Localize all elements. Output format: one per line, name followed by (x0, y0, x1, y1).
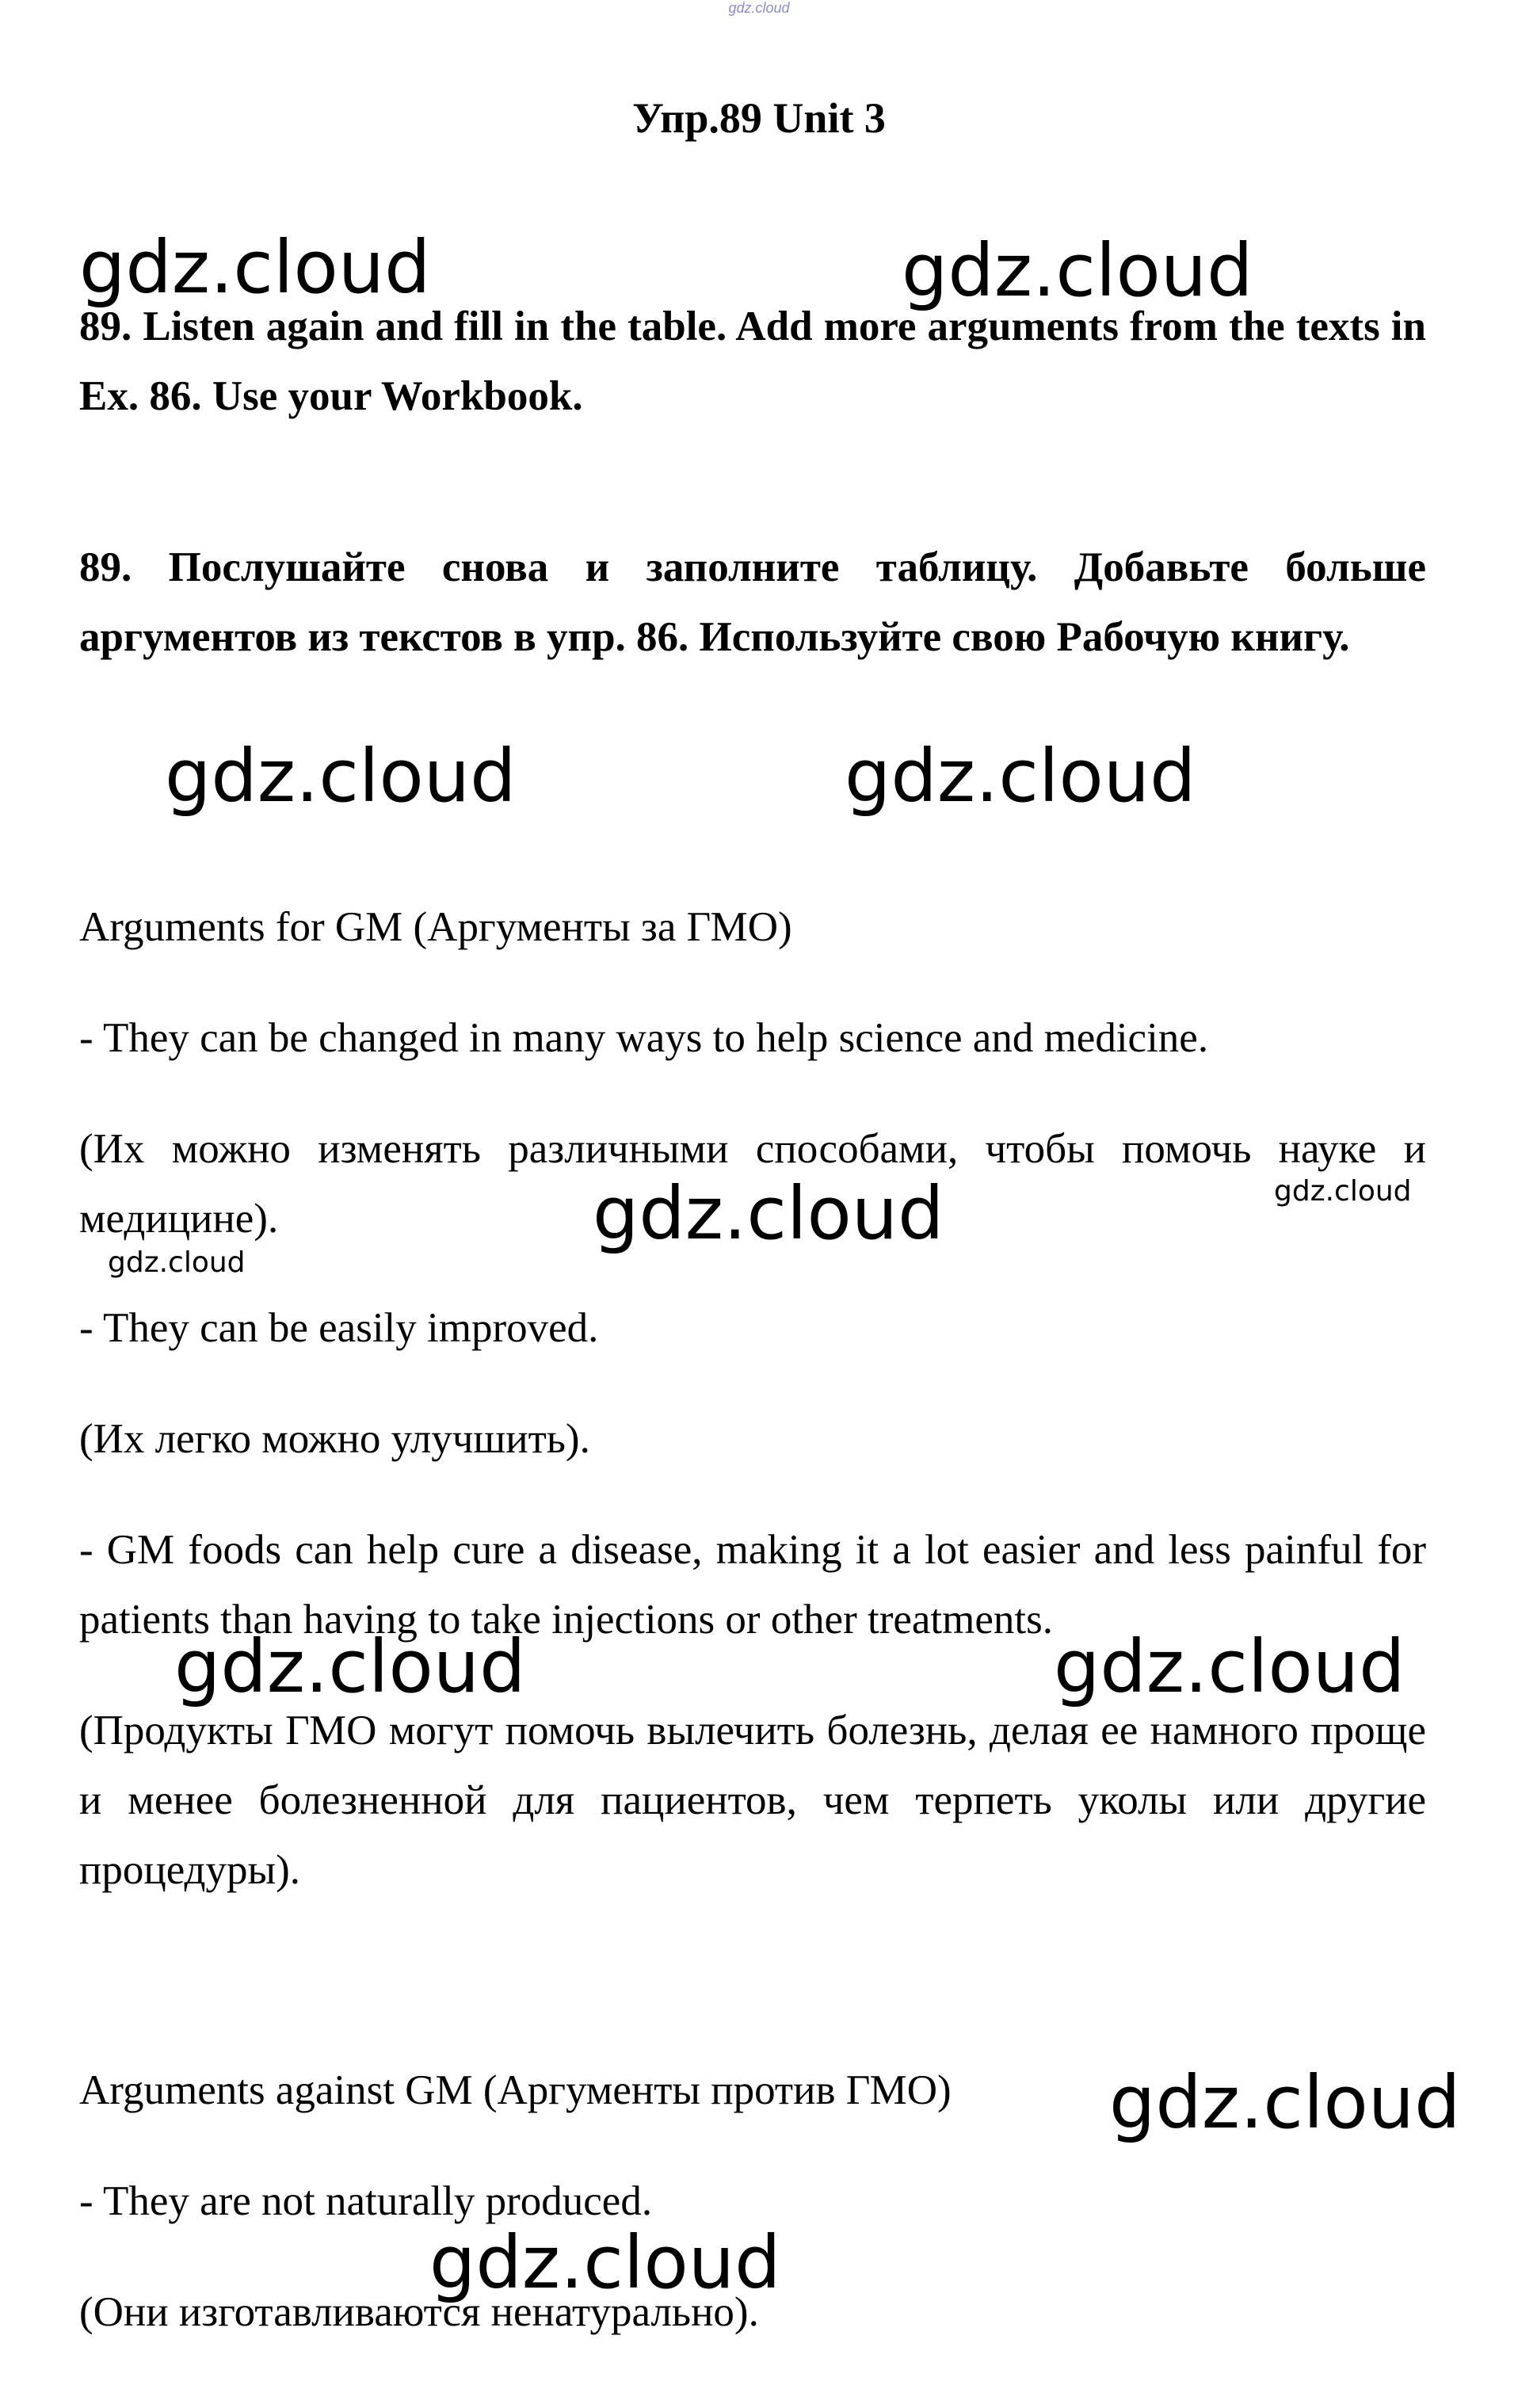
argument-for-1-en: - They can be changed in many ways to help science and medicine. (79, 1015, 1209, 1061)
watermark-small: gdz.cloud (108, 1246, 246, 1279)
argument-against-1-ru: (Они изготавливаются ненатурально). (79, 2289, 759, 2335)
argument-for-2-en: - They can be easily improved. (79, 1305, 599, 1351)
watermark: gdz.cloud (902, 228, 1253, 313)
argument-for-1-ru: (Их можно изменять различными способами, чтобы помочь науке и медицине). (79, 1126, 1426, 1242)
argument-for-3-ru: (Продукты ГМО могут помочь вылечить болезнь, делая ее намного проще и менее болезненной для пациентов, чем терпеть уколы или другие процедуры). (79, 1708, 1426, 1893)
task-english: 89. Listen again and fill in the table. Add more arguments from the texts in Ex. 86. Use your Workbook. (79, 303, 1426, 419)
arguments-against-heading: Arguments against GM (Аргументы против ГМО) (79, 2067, 952, 2113)
task-russian: 89. Послушайте снова и заполните таблицу. Добавьте больше аргументов из текстов в упр. 86. Используйте свою Рабочую книгу. (79, 544, 1426, 660)
watermark: gdz.cloud (79, 225, 431, 310)
arguments-for-heading: Arguments for GM (Аргументы за ГМО) (79, 904, 792, 950)
argument-against-1-en: - They are not naturally produced. (79, 2178, 653, 2224)
top-watermark: gdz.cloud (728, 0, 790, 16)
watermark: gdz.cloud (845, 734, 1196, 819)
argument-for-3-en: - GM foods can help cure a disease, making it a lot easier and less painful for patients than having to take injections or other treatments. (79, 1527, 1426, 1643)
watermark: gdz.cloud (593, 1171, 944, 1256)
watermark: gdz.cloud (1109, 2060, 1461, 2145)
watermark: gdz.cloud (165, 734, 517, 819)
watermark: gdz.cloud (174, 1624, 526, 1709)
page-title: Упр.89 Unit 3 (632, 94, 886, 142)
watermark: gdz.cloud (429, 2220, 781, 2305)
watermark-small: gdz.cloud (1274, 1175, 1412, 1208)
argument-for-2-ru: (Их легко можно улучшить). (79, 1416, 590, 1462)
watermark: gdz.cloud (1054, 1624, 1405, 1709)
